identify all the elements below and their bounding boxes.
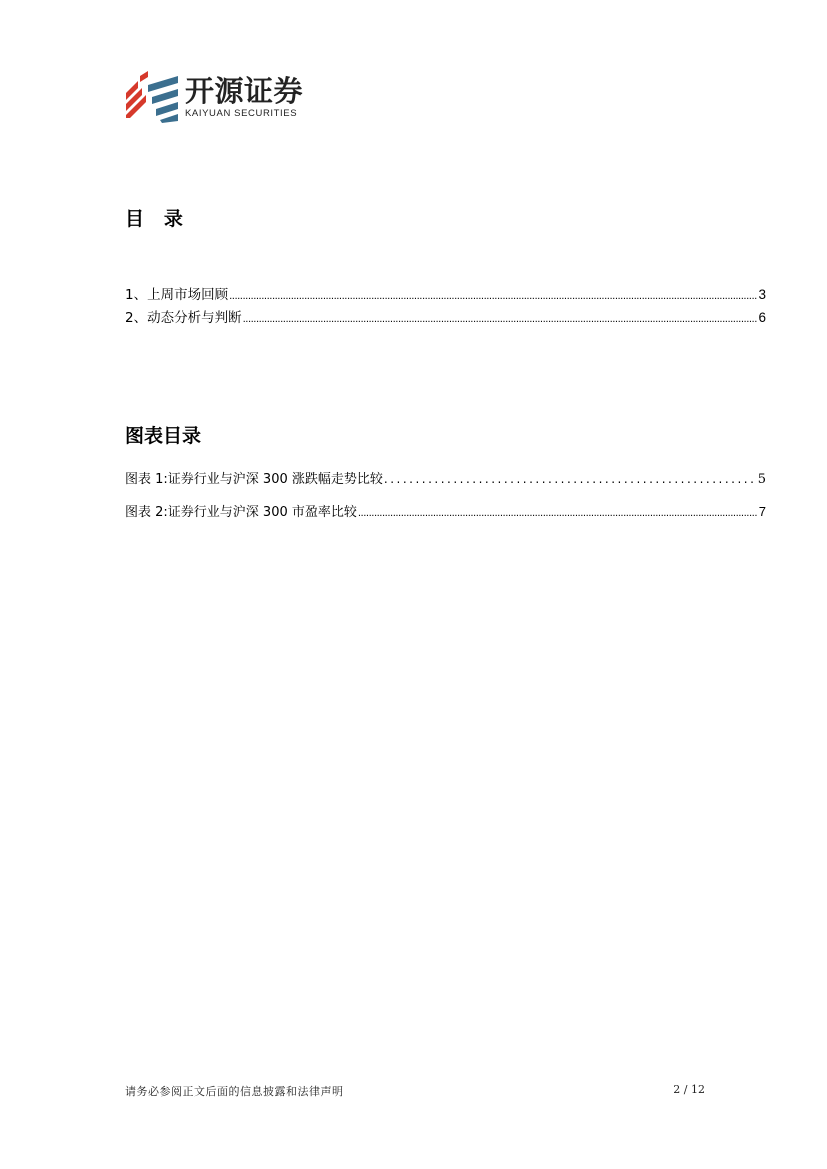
figures-heading: 图表目录 — [125, 425, 202, 447]
footer-disclaimer: 请务必参阅正文后面的信息披露和法律声明 — [125, 1085, 344, 1098]
footer-page-indicator: 2 / 12 — [673, 1083, 705, 1096]
toc-entry[interactable] — [125, 309, 766, 329]
figure-entry-page: 7 — [758, 504, 766, 519]
toc-entry[interactable] — [125, 286, 766, 306]
figure-entry[interactable] — [125, 470, 766, 489]
logo-name-cn: 开源证券 — [185, 74, 304, 108]
figure-entry-prefix: 图表 1: — [125, 472, 168, 487]
figure-entry[interactable] — [125, 503, 766, 523]
figure-entry-label — [125, 504, 357, 522]
kaiyuan-logo-icon — [124, 71, 180, 123]
toc-entry-page: 3 — [758, 287, 766, 302]
figure-entry-prefix: 图表 2: — [125, 505, 168, 520]
figure-entry-label — [125, 471, 383, 489]
figure-entry-title: 证券行业与沪深 300 涨跌幅走势比较 — [167, 472, 383, 487]
toc-entry-label: 1、上周市场回顾 — [125, 287, 229, 303]
leader-dots — [358, 505, 758, 523]
figure-entry-title: 证券行业与沪深 300 市盈率比较 — [167, 505, 357, 520]
toc-heading: 目 录 — [125, 208, 183, 230]
leader-dots — [229, 288, 757, 306]
figure-entry-page: 5 — [757, 472, 766, 487]
logo-name-en: KAIYUAN SECURITIES — [185, 108, 298, 119]
toc-entry-page: 6 — [758, 310, 766, 325]
leader-dots — [384, 470, 757, 488]
toc-entry-label: 2、动态分析与判断 — [125, 310, 242, 326]
company-logo — [124, 68, 324, 124]
leader-dots — [243, 311, 758, 329]
